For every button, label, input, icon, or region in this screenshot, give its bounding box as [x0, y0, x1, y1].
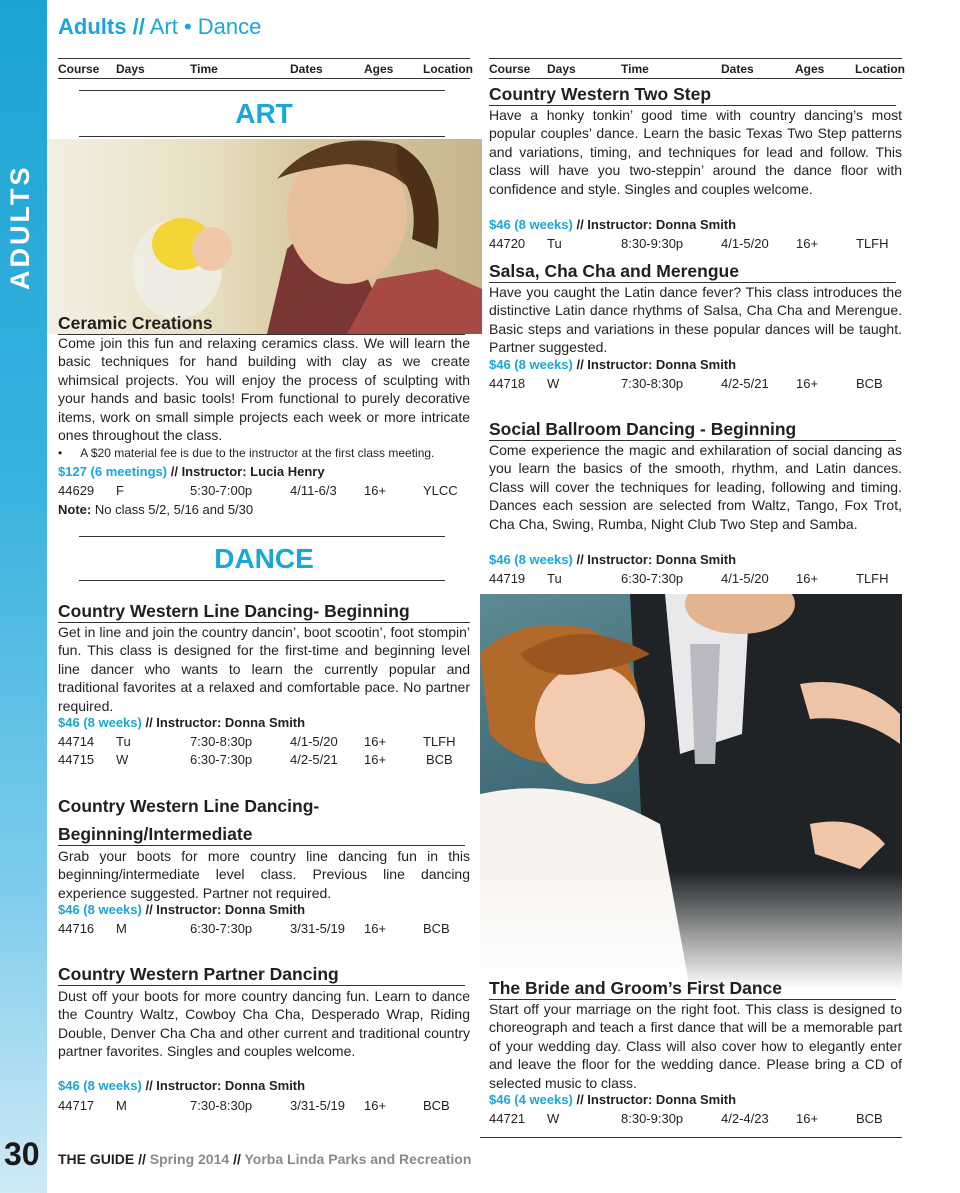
price-line — [489, 217, 736, 232]
time: 6:30-7:30p — [190, 921, 253, 936]
table-row — [58, 921, 450, 936]
dates: 4/2-4/23 — [721, 1111, 769, 1126]
days: W — [547, 376, 560, 391]
course-title: Country Western Partner Dancing — [58, 964, 465, 986]
course-number: 44629 — [58, 483, 95, 498]
table-row — [489, 236, 889, 251]
divider — [79, 90, 445, 91]
price-line — [489, 552, 736, 567]
header-category: Adults — [58, 14, 127, 39]
price: $46 (4 weeks) — [489, 1092, 573, 1107]
time: 7:30-8:30p — [190, 1098, 253, 1113]
price-line — [58, 464, 325, 479]
column-header-left — [58, 58, 473, 79]
course-number: 44721 — [489, 1111, 526, 1126]
instructor: // Instructor: Donna Smith — [145, 902, 306, 917]
course-title: Country Western Line Dancing- Beginning — [58, 601, 470, 623]
col-course: Course — [489, 62, 531, 76]
sidebar-label: ADULTS — [5, 164, 35, 290]
course-description: Start off your marriage on the right foot. This class is designed to choreograph and teach a first dance that will be a memorable part of your wedding day. Class will also cover how to elegantly enter and leave the floor for the wedding dance. Please bring a CD of selected music to class. — [489, 1001, 902, 1091]
ages: 16+ — [796, 236, 819, 251]
course-description: Get in line and join the country dancin’, boot scootin’, foot stompin’ fun. This class is designed for the first-time and beginning level line dancer who wants to learn the currently popular and traditional favorites at a relaxed and comfortable pace. No partner required. — [58, 624, 470, 714]
divider — [79, 536, 445, 537]
location: TLFH — [856, 571, 889, 586]
instructor: // Instructor: Donna Smith — [576, 357, 737, 372]
price: $46 (8 weeks) — [489, 357, 573, 372]
divider — [79, 580, 445, 581]
course-description: Grab your boots for more country line dancing fun in this beginning/intermediate level class. Previous line dancing experience suggested. Partner not required. — [58, 848, 470, 901]
ages: 16+ — [364, 1098, 387, 1113]
section-title-art: ART — [235, 98, 293, 129]
course-description: Have a honky tonkin’ good time with country dancing’s most popular couples’ dance. Learn the basic Texas Two Step patterns and variations, timing, and techniques for lead and follow. This class will have you two-steppin’ around the dance floor with confidence and style. Singles and couples welcome. — [489, 107, 902, 197]
col-course: Course — [58, 62, 100, 76]
instructor: // Instructor: Lucia Henry — [170, 464, 325, 479]
price-line — [58, 1078, 305, 1093]
wedding-dance-photo — [480, 594, 902, 989]
ages: 16+ — [364, 752, 387, 767]
col-days: Days — [116, 62, 145, 76]
header-separator: // — [132, 14, 145, 39]
table-row — [58, 1098, 450, 1113]
footer-separator: // — [233, 1151, 241, 1167]
course-number: 44715 — [58, 752, 95, 767]
price-line — [58, 902, 305, 917]
course-number: 44716 — [58, 921, 95, 936]
dates: 3/31-5/19 — [290, 921, 345, 936]
material-fee-note — [58, 446, 434, 460]
price: $46 (8 weeks) — [58, 902, 142, 917]
course-description: Dust off your boots for more country dancing fun. Learn to dance the Country Waltz, Cowboy Cha Cha, Desperado Wrap, Riding Double, Denver Cha Cha and other current and traditional country partner favorites. Singles and couples welcome. — [58, 988, 470, 1060]
days: Tu — [547, 571, 562, 586]
price-line — [58, 715, 305, 730]
col-location: Location — [423, 62, 473, 76]
note-text: No class 5/2, 5/16 and 5/30 — [94, 502, 254, 517]
time: 6:30-7:30p — [190, 752, 253, 767]
wedding-dance-photo-art — [480, 594, 902, 989]
instructor: // Instructor: Donna Smith — [576, 552, 737, 567]
time: 8:30-9:30p — [621, 1111, 684, 1126]
course-title: Country Western Two Step — [489, 84, 896, 106]
location: YLCC — [423, 483, 458, 498]
footer-separator: // — [138, 1151, 146, 1167]
course-number: 44718 — [489, 376, 526, 391]
course-number: 44720 — [489, 236, 526, 251]
column-header-right — [489, 58, 905, 79]
location: TLFH — [856, 236, 889, 251]
price: $46 (8 weeks) — [58, 715, 142, 730]
dates: 3/31-5/19 — [290, 1098, 345, 1113]
location: BCB — [423, 921, 450, 936]
table-row — [58, 483, 458, 498]
ages: 16+ — [796, 571, 819, 586]
dates: 4/1-5/20 — [290, 734, 338, 749]
footer-guide: THE GUIDE — [58, 1151, 135, 1167]
col-dates: Dates — [721, 62, 754, 76]
location: BCB — [426, 752, 453, 767]
bullet-text: A $20 material fee is due to the instructor at the first class meeting. — [80, 446, 435, 460]
course-title: Social Ballroom Dancing - Beginning — [489, 419, 896, 441]
instructor: // Instructor: Donna Smith — [576, 1092, 737, 1107]
time: 7:30-8:30p — [621, 376, 684, 391]
days: Tu — [116, 734, 131, 749]
footer — [58, 1151, 471, 1167]
course-title-line2: Beginning/Intermediate — [58, 824, 465, 846]
table-row — [489, 376, 883, 391]
time: 5:30-7:00p — [190, 483, 253, 498]
location: TLFH — [423, 734, 456, 749]
ages: 16+ — [796, 1111, 819, 1126]
section-title-dance: DANCE — [214, 543, 314, 574]
price: $127 (6 meetings) — [58, 464, 168, 479]
dates: 4/2-5/21 — [721, 376, 769, 391]
note-label: Note: — [58, 502, 92, 517]
bullet-icon: • — [58, 446, 63, 460]
course-title: Salsa, Cha Cha and Merengue — [489, 261, 896, 283]
course-title: Ceramic Creations — [58, 313, 465, 335]
price: $46 (8 weeks) — [58, 1078, 142, 1093]
price: $46 (8 weeks) — [489, 217, 573, 232]
footer-season: Spring 2014 — [149, 1151, 230, 1167]
days: Tu — [547, 236, 562, 251]
course-title-line1: Country Western Line Dancing- — [58, 796, 320, 816]
course-description: Have you caught the Latin dance fever? This class introduces the distinctive Latin dance rhythms of Salsa, Cha Cha and Merengue. Basic steps and variations in these popular dances will be taught. Partner suggested. — [489, 284, 902, 356]
table-row — [58, 752, 453, 767]
col-days: Days — [547, 62, 576, 76]
ceramics-photo-art — [47, 139, 482, 334]
course-number: 44719 — [489, 571, 526, 586]
price: $46 (8 weeks) — [489, 552, 573, 567]
ceramics-photo — [47, 139, 482, 334]
table-row — [489, 1111, 883, 1126]
footer-divider — [480, 1137, 902, 1138]
price-line — [489, 1092, 736, 1107]
header-subtitle: Art • Dance — [149, 14, 262, 39]
dates: 4/1-5/20 — [721, 571, 769, 586]
days: F — [116, 483, 124, 498]
time: 6:30-7:30p — [621, 571, 684, 586]
location: BCB — [856, 376, 883, 391]
page-title — [58, 14, 261, 40]
col-dates: Dates — [290, 62, 323, 76]
divider — [79, 136, 445, 137]
col-ages: Ages — [795, 62, 825, 76]
dates: 4/1-5/20 — [721, 236, 769, 251]
days: W — [116, 752, 129, 767]
course-description: Come experience the magic and exhilaration of social dancing as you learn the basics of the smooth, rhythm, and Latin dances. Class will cover the techniques for leading, following and timing. Dances each session are selected from Waltz, Tango, Fox Trot, Cha Cha, Swing, Rumba, Night Club Two Step and Samba. — [489, 442, 902, 532]
days: M — [116, 921, 127, 936]
instructor: // Instructor: Donna Smith — [145, 1078, 306, 1093]
dates: 4/2-5/21 — [290, 752, 338, 767]
ages: 16+ — [364, 921, 387, 936]
course-description: Come join this fun and relaxing ceramics class. We will learn the basic techniques for hand building with clay as we create whimsical projects. You will enjoy the process of sculpting with your hands and basic tools! From functional to purely decorative items, work on small simple projects each week or more intricate ones throughout the class. — [58, 335, 470, 444]
dates: 4/11-6/3 — [290, 483, 337, 498]
ages: 16+ — [796, 376, 819, 391]
col-location: Location — [855, 62, 905, 76]
course-number: 44717 — [58, 1098, 95, 1113]
ages: 16+ — [364, 734, 387, 749]
col-time: Time — [621, 62, 649, 76]
table-row — [58, 734, 456, 749]
location: BCB — [423, 1098, 450, 1113]
time: 8:30-9:30p — [621, 236, 684, 251]
days: W — [547, 1111, 560, 1126]
course-title: The Bride and Groom’s First Dance — [489, 978, 896, 1000]
table-row — [489, 571, 889, 586]
col-ages: Ages — [364, 62, 394, 76]
col-time: Time — [190, 62, 218, 76]
course-number: 44714 — [58, 734, 95, 749]
footer-org: Yorba Linda Parks and Recreation — [244, 1151, 472, 1167]
page-number: 30 — [4, 1136, 40, 1172]
course-note — [58, 502, 253, 517]
instructor: // Instructor: Donna Smith — [576, 217, 737, 232]
instructor: // Instructor: Donna Smith — [145, 715, 306, 730]
price-line — [489, 357, 736, 372]
location: BCB — [856, 1111, 883, 1126]
ages: 16+ — [364, 483, 387, 498]
time: 7:30-8:30p — [190, 734, 253, 749]
days: M — [116, 1098, 127, 1113]
